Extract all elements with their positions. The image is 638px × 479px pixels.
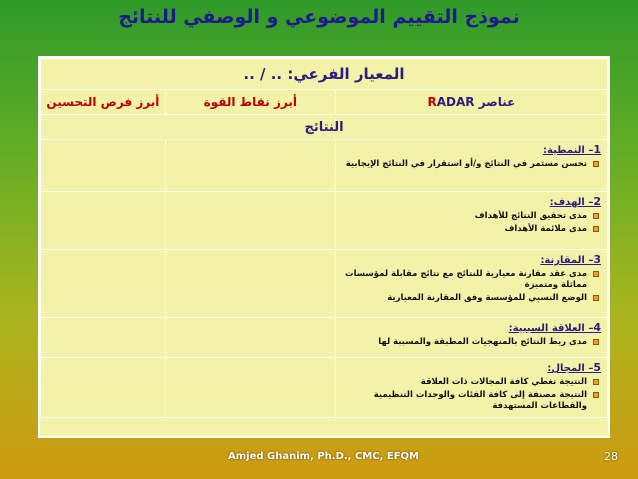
- slide-title: نموذج التقييم الموضوعي و الوصفي للنتائج: [118, 6, 520, 28]
- strengths-cell[interactable]: [165, 358, 335, 418]
- rating-table: [40, 58, 608, 418]
- bullet-item: مدى عقد مقارنة معيارية للنتائج مع نتائج مقابلة لمؤسسات مماثلة ومتميزة: [340, 269, 601, 291]
- section-title: 5– المجال:: [547, 361, 601, 374]
- improvements-cell[interactable]: [41, 250, 166, 318]
- bullet-item: مدى ملائمة الأهداف: [340, 224, 601, 235]
- section-title: 1– النمطية:: [543, 143, 601, 156]
- improvements-cell[interactable]: [41, 192, 166, 250]
- bullet-item: الوضع النسبي للمؤسسة وفق المقارنة المعيارية: [340, 293, 601, 304]
- radar-prefix: عناصر: [478, 95, 516, 109]
- bullet-item: تحسن مستمر في النتائج و/أو استقرار في النتائج الإيجابية: [340, 159, 601, 170]
- bullet-item: النتيجة تغطي كافة المجالات ذات العلاقة: [340, 377, 601, 388]
- author-footer: Amjed Ghanim, Ph.D., CMC, EFQM: [228, 451, 419, 462]
- section-target: [335, 192, 607, 250]
- section-title: 2– الهدف:: [549, 195, 601, 208]
- section-title: 3– المقارنة:: [540, 253, 601, 266]
- improvements-cell[interactable]: [41, 318, 166, 358]
- section-scope: [335, 358, 607, 418]
- improvements-cell[interactable]: [41, 140, 166, 192]
- improvements-cell[interactable]: [41, 358, 166, 418]
- strengths-cell[interactable]: [165, 318, 335, 358]
- section-comparison: [335, 250, 607, 318]
- page-number: 28: [604, 450, 618, 463]
- bullet-item: مدى ربط النتائج بالمنهجيات المطبقة والمسببة لها: [340, 337, 601, 348]
- strengths-cell[interactable]: [165, 140, 335, 192]
- strengths-cell[interactable]: [165, 250, 335, 318]
- bullet-item: النتيجة مصنفة إلى كافة الفئات والوحدات التنظيمية والقطاعات المستهدفة: [340, 390, 601, 412]
- rating-table-frame: [38, 56, 610, 438]
- radar-letter-r: R: [427, 95, 437, 109]
- strengths-cell[interactable]: [165, 192, 335, 250]
- radar-letters-rest: ADAR: [436, 95, 475, 109]
- criterion-header: المعيار الفرعي: .. / ..: [41, 59, 608, 90]
- strengths-column-header: أبرز نقاط القوة: [165, 90, 335, 115]
- radar-column-header: [335, 90, 607, 115]
- section-title: 4– العلاقة السببية:: [508, 321, 601, 334]
- bullet-item: مدى تحقيق النتائج للأهداف: [340, 211, 601, 222]
- improvements-column-header: أبرز فرص التحسين: [41, 90, 166, 115]
- section-causality: [335, 318, 607, 358]
- results-header: النتائج: [41, 115, 608, 140]
- section-consistency: [335, 140, 607, 192]
